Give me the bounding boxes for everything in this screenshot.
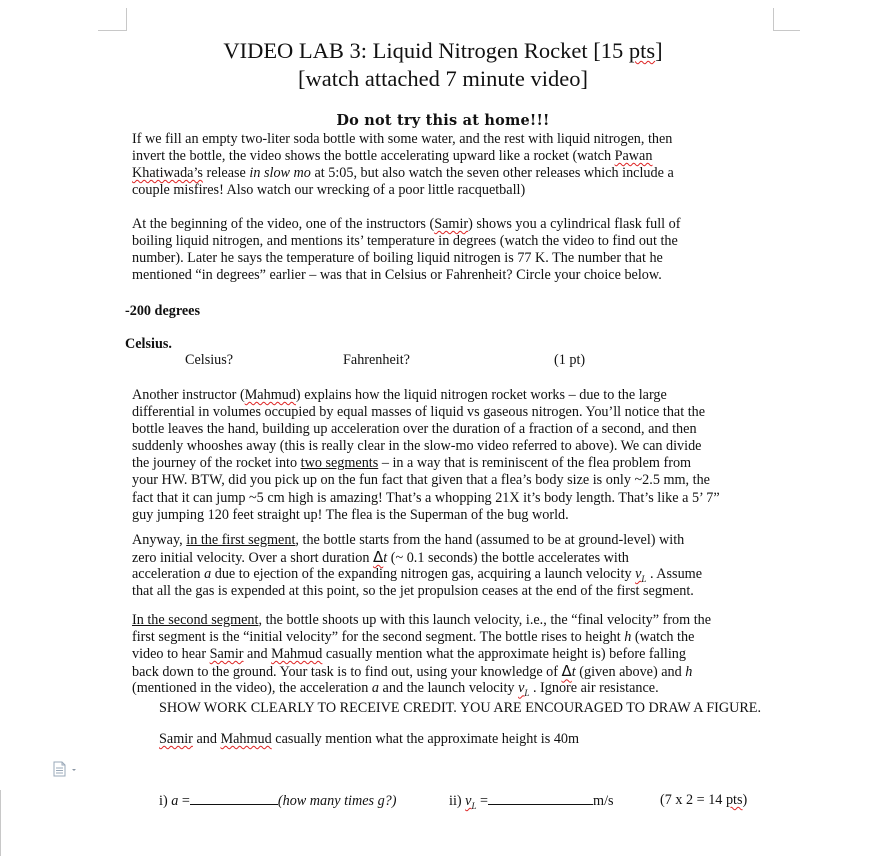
instruction-text: SHOW WORK CLEARLY TO RECEIVE CREDIT. YOU ARE ENCOURAGED TO DRAW A FIGURE. <box>159 700 761 716</box>
chevron-down-icon <box>72 769 76 771</box>
height-answer: Samir and Mahmud casually mention what the approximate height is 40m <box>159 731 580 747</box>
choice-celsius: Celsius? <box>185 352 234 368</box>
question-acceleration: i) a = (how many times g?) <box>159 793 397 809</box>
page-edge-bottom-left <box>0 790 2 856</box>
paragraph-second-segment: In the second segment, the bottle shoots up with this launch velocity, i.e., the “final velocity” from the first segment is the “initial velocity” for the second segment. The bottle rises to height h (watch the video to hear Samir and Mahmud casually mention what the approximate height is) before falling back down to the ground. Your task is to find out, using your knowledge of Δt (given above) and h (mentioned in the video), the acceleration a and the launch velocity $v_L$ . Ignore air resistance. <box>132 612 712 699</box>
choice-fahrenheit: Fahrenheit? <box>343 352 410 368</box>
answer-blank-vl[interactable] <box>488 792 593 805</box>
paragraph-intro: If we fill an empty two-liter soda bottle with some water, and the rest with liquid nitrogen, then invert the bottle, the video shows the bottle accelerating upward like a rocket (watch Pawan Khatiwada’s release in slow mo at 5:05, but also watch the seven other releases which include a couple misfires! Also watch our wrecking of a poor little racquetball) <box>132 131 674 199</box>
final-points: (7 x 2 = 14 pts) <box>660 792 748 808</box>
warning-heading: Do not try this at home!!! <box>336 112 550 129</box>
delta-symbol: Δ <box>372 548 384 567</box>
page-corner-mark-top-right <box>773 8 800 31</box>
title-line-1: VIDEO LAB 3: Liquid Nitrogen Rocket [15 pts] <box>223 38 663 63</box>
page-corner-mark-top-left <box>98 8 127 31</box>
answer-unit: Celsius. <box>125 336 172 352</box>
choice-points: (1 pt) <box>554 352 586 368</box>
document-icon[interactable] <box>53 761 79 777</box>
paragraph-temperature: At the beginning of the video, one of the instructors (Samir) shows you a cylindrical flask full of boiling liquid nitrogen, and mentions its’ temperature in degrees (watch the video to find out the number). Later he says the temperature of boiling liquid nitrogen is 77 K. The number that he mentioned “in degrees” earlier – was that in Celsius or Fahrenheit? Circle your choice below. <box>132 216 681 284</box>
answer-blank-a[interactable] <box>190 792 278 805</box>
answer-degrees: -200 degrees <box>125 303 200 319</box>
delta-symbol: Δ <box>561 662 572 681</box>
paragraph-mechanism: Another instructor (Mahmud) explains how the liquid nitrogen rocket works – due to the large differential in volumes occupied by equal masses of liquid vs gaseous nitrogen. You’ll notice that the bottle leaves the hand, building up acceleration over the duration of a fraction of a second, and then suddenly whooshes away (this is really clear in the slow-mo video referred to above). We can divide the journey of the rocket into two segments – in a way that is reminiscent of the flea problem from your HW. BTW, did you pick up on the fun fact that given that a flea’s body size is only ~2.5 mm, the fact that it can jump ~5 cm high is amazing! That’s a whopping 21X it’s body length. That’s like a 5’ 7” guy jumping 120 feet straight up! The flea is the Superman of the bug world. <box>132 387 720 523</box>
paragraph-first-segment: Anyway, in the first segment, the bottle starts from the hand (assumed to be at ground-level) with zero initial velocity. Over a short duration Δt (~ 0.1 seconds) the bottle accelerates with acceleration a due to ejection of the expanding nitrogen gas, acquiring a launch velocity $v_L$ . Assume that all the gas is expended at this point, so the jet propulsion ceases at the end of the first segment. <box>132 532 702 600</box>
question-launch-velocity: ii) $v_L = m/s$ <box>449 793 614 811</box>
title-line-2: [watch attached 7 minute video] <box>298 66 588 91</box>
